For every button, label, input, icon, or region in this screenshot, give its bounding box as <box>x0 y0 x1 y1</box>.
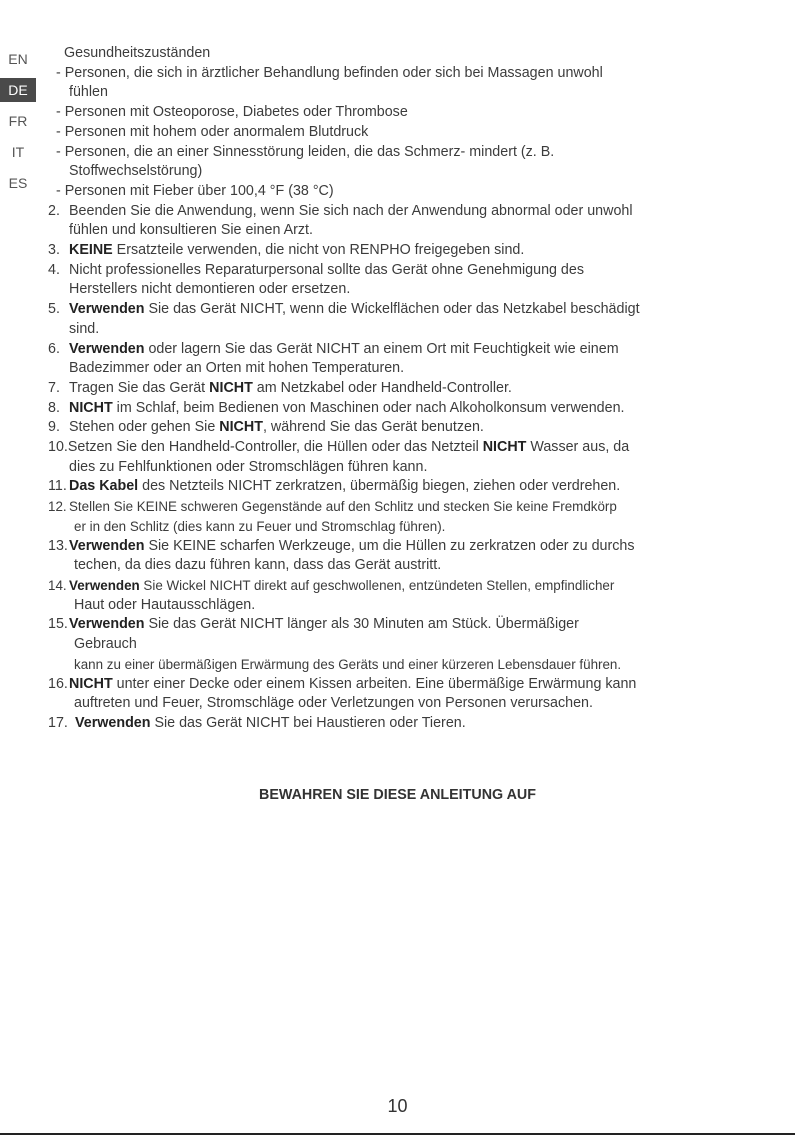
list-item <box>48 537 753 557</box>
text-line: - Personen, die an einer Sinnesstörung leiden, die das Schmerz- mindert (z. B. <box>56 143 555 160</box>
list-item-continuation: fühlen und konsultieren Sie einen Arzt. <box>69 222 314 239</box>
lang-tab-it[interactable]: IT <box>11 144 25 160</box>
page-number: 10 <box>387 1096 408 1116</box>
item-text: unter einer Decke oder einem Kissen arbeiten. Eine übermäßige Erwärmung kann <box>112 675 637 692</box>
list-item-continuation: Badezimmer oder an Orten mit hohen Temperaturen. <box>69 360 405 377</box>
item-text-pre: Setzen Sie den Handheld-Controller, die Hüllen oder das Netzteil <box>67 439 483 456</box>
item-emphasis: NICHT <box>219 419 263 436</box>
list-item <box>48 477 753 497</box>
list-item <box>48 399 753 419</box>
item-text-pre: Tragen Sie das Gerät <box>69 379 210 396</box>
list-item <box>48 675 753 695</box>
language-tabs <box>0 47 40 202</box>
list-item-continuation: Gebrauch <box>74 636 137 653</box>
list-item <box>48 300 753 320</box>
item-text: im Schlaf, beim Bedienen von Maschinen oder nach Alkoholkonsum verwenden. <box>112 399 625 416</box>
list-item-continuation: techen, da dies dazu führen kann, dass das Gerät austritt. <box>74 557 442 574</box>
text-line: - Personen mit hohem oder anormalem Blutdruck <box>56 123 369 140</box>
item-number: 7. <box>48 379 60 396</box>
item-text: Ersatzteile verwenden, die nicht von RENPHO freigegeben sind. <box>112 242 525 259</box>
item-number: 6. <box>48 340 60 357</box>
list-item-continuation: dies zu Fehlfunktionen oder Stromschlägen führen kann. <box>69 458 428 475</box>
item-emphasis: Verwenden <box>69 616 145 633</box>
item-text: Sie KEINE scharfen Werkzeuge, um die Hüllen zu zerkratzen oder zu durchs <box>144 537 635 554</box>
lang-tab-de[interactable]: DE <box>0 78 36 102</box>
item-text: Beenden Sie die Anwendung, wenn Sie sich nach der Anwendung abnormal oder unwohl <box>69 202 633 219</box>
item-text: des Netzteils NICHT zerkratzen, übermäßig biegen, ziehen oder verdrehen. <box>138 478 621 495</box>
item-emphasis: Verwenden <box>69 301 145 318</box>
safety-instructions <box>48 44 753 734</box>
item-text: am Netzkabel oder Handheld-Controller. <box>252 379 512 396</box>
item-number: 9. <box>48 419 60 436</box>
item-emphasis: Verwenden <box>69 340 145 357</box>
item-number: 15. <box>48 616 68 633</box>
item-text: Sie das Gerät NICHT länger als 30 Minuten am Stück. Übermäßiger <box>144 616 579 633</box>
lang-tab-en[interactable]: EN <box>8 51 28 67</box>
text-line: - Personen mit Osteoporose, Diabetes oder Thrombose <box>56 104 408 121</box>
item-text: oder lagern Sie das Gerät NICHT an einem Ort mit Feuchtigkeit wie einem <box>144 340 619 357</box>
item-emphasis: Verwenden <box>75 714 151 731</box>
item-emphasis: NICHT <box>209 379 253 396</box>
item-number: 8. <box>48 399 60 416</box>
item-emphasis: Verwenden <box>69 577 140 593</box>
list-item <box>48 714 753 734</box>
item-text: Sie das Gerät NICHT, wenn die Wickelflächen oder das Netzkabel beschädigt <box>144 301 640 318</box>
item-emphasis: NICHT <box>482 439 527 456</box>
lang-tab-es[interactable]: ES <box>8 175 28 191</box>
list-item <box>48 261 753 281</box>
list-item-continuation: Haut oder Hautausschlägen. <box>74 596 256 613</box>
text-line: Stoffwechselstörung) <box>69 163 203 180</box>
list-item-continuation: Herstellers nicht demontieren oder ersetzen. <box>69 281 351 298</box>
item-number: 17. <box>48 714 68 731</box>
list-item <box>48 202 753 222</box>
list-item <box>48 379 753 399</box>
item-number: 16. <box>48 675 68 692</box>
text-line: - Personen, die sich in ärztlicher Behandlung befinden oder sich bei Massagen unwohl <box>56 64 603 81</box>
item-text: , während Sie das Gerät benutzen. <box>262 419 484 436</box>
list-item-continuation: er in den Schlitz (dies kann zu Feuer und Stromschlag führen). <box>74 518 446 534</box>
lang-tab-fr[interactable]: FR <box>8 113 28 129</box>
item-emphasis: Das Kabel <box>69 478 139 495</box>
item-number: 12. <box>48 499 67 515</box>
item-text: Nicht professionelles Reparaturpersonal sollte das Gerät ohne Genehmigung des <box>69 261 584 278</box>
list-item <box>48 615 753 635</box>
list-item <box>48 418 753 438</box>
list-item <box>48 438 753 458</box>
list-item <box>48 340 753 360</box>
list-item <box>48 576 753 596</box>
item-number: 3. <box>48 242 60 259</box>
item-emphasis: NICHT <box>69 675 113 692</box>
item-number: 11. <box>48 478 67 495</box>
item-text: Sie das Gerät NICHT bei Haustieren oder Tieren. <box>150 714 466 731</box>
keep-instructions-heading: BEWAHREN SIE DIESE ANLEITUNG AUF <box>259 787 536 803</box>
item-emphasis: KEINE <box>69 242 113 259</box>
item-text: Wasser aus, da <box>526 439 630 456</box>
item-number: 4. <box>48 261 60 278</box>
text-line: Gesundheitszuständen <box>64 45 211 61</box>
text-line: - Personen mit Fieber über 100,4 °F (38 °C) <box>56 182 334 199</box>
item-number: 10. <box>48 439 68 456</box>
item-number: 13. <box>48 537 68 554</box>
text-line: fühlen <box>69 84 108 101</box>
item-text: Sie Wickel NICHT direkt auf geschwollenen, entzündeten Stellen, empfindlicher <box>139 577 615 593</box>
item-number: 2. <box>48 202 60 219</box>
list-item <box>48 497 753 517</box>
item-emphasis: NICHT <box>69 399 113 416</box>
list-item-continuation: auftreten und Feuer, Stromschläge oder Verletzungen von Personen verursachen. <box>74 695 593 712</box>
item-text: Stellen Sie KEINE schweren Gegenstände auf den Schlitz und stecken Sie keine Fremdkörp <box>69 499 617 515</box>
list-item-continuation: kann zu einer übermäßigen Erwärmung des Geräts und einer kürzeren Lebensdauer führen. <box>74 656 622 672</box>
item-emphasis: Verwenden <box>69 537 145 554</box>
list-item-continuation: sind. <box>69 320 100 337</box>
item-number: 14. <box>48 577 67 593</box>
item-number: 5. <box>48 301 60 318</box>
list-item <box>48 241 753 261</box>
item-text-pre: Stehen oder gehen Sie <box>69 419 220 436</box>
